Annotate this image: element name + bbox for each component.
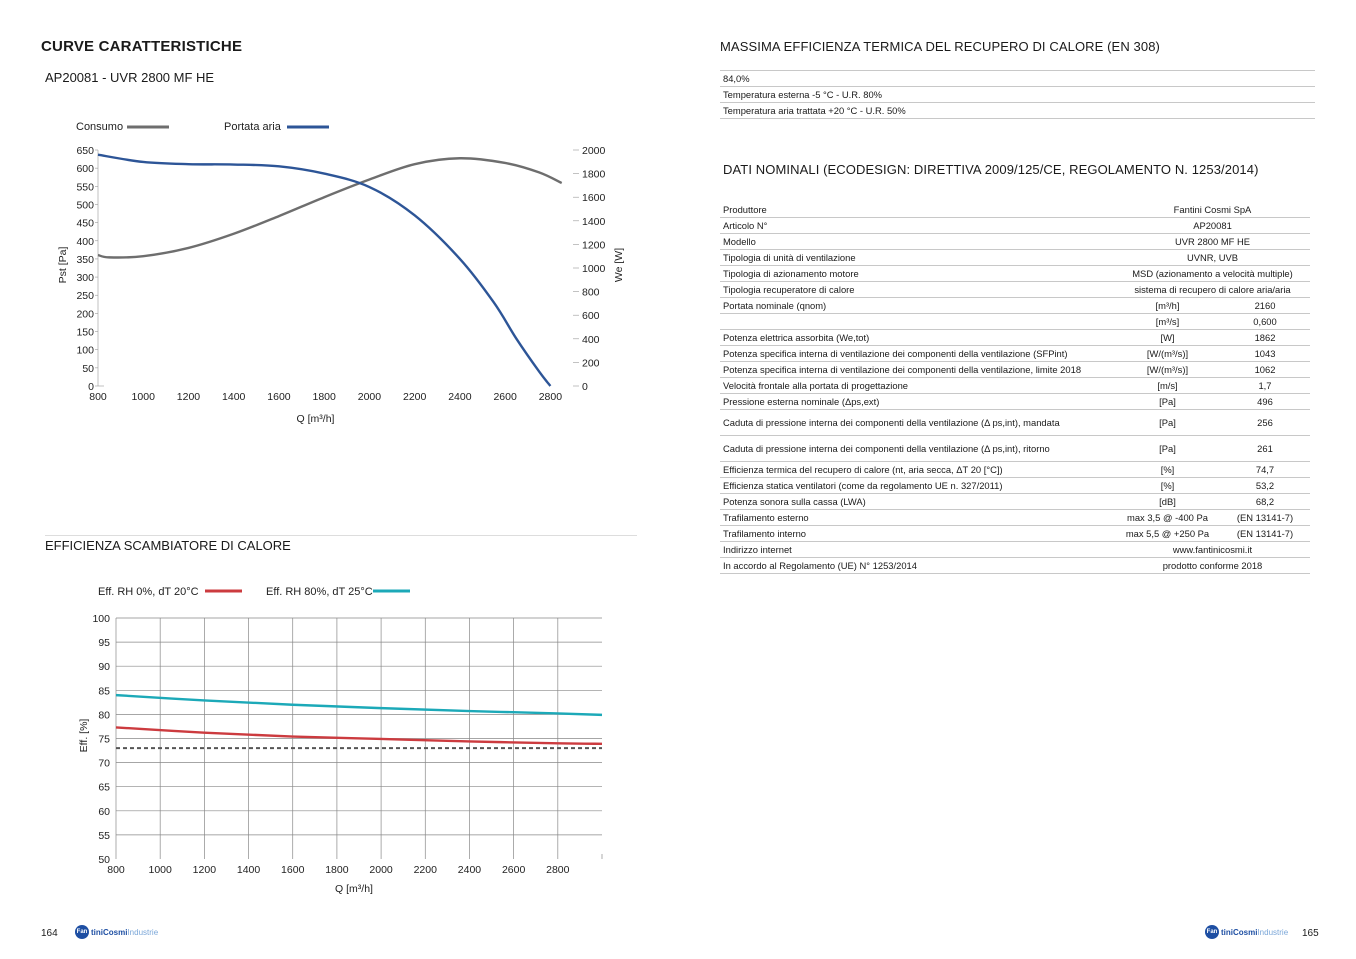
row-label: Efficienza termica del recupero di calore (nt, aria secca, ΔT 20 [°C]) [720, 462, 1115, 478]
x-axis-label: Q [m³/h] [335, 883, 373, 895]
row-label: In accordo al Regolamento (UE) N° 1253/2014 [720, 558, 1115, 574]
row-label: Potenza specifica interna di ventilazione dei componenti della ventilazione (SFPint) [720, 346, 1115, 362]
y-tick-label: 50 [82, 362, 94, 375]
row-value: 496 [1220, 394, 1310, 410]
x-tick-label: 2200 [402, 391, 427, 403]
row-value: Fantini Cosmi SpA [1115, 202, 1310, 218]
table-row [720, 298, 1310, 314]
nominal-data-table [720, 202, 1310, 574]
efficiency-row [720, 103, 1315, 119]
row-label: Trafilamento esterno [720, 510, 1115, 526]
legend-label: Consumo [76, 121, 124, 133]
table-row [720, 282, 1310, 298]
row-label: Articolo N° [720, 218, 1115, 234]
row-value: prodotto conforme 2018 [1115, 558, 1310, 574]
efficiency-cell: 84,0% [720, 71, 1315, 87]
y-tick-label-right: 400 [582, 333, 600, 346]
table-row [720, 250, 1310, 266]
row-unit: max 5,5 @ +250 Pa [1115, 526, 1220, 542]
row-value: UVR 2800 MF HE [1115, 234, 1310, 250]
x-tick-label: 2600 [501, 864, 526, 876]
row-label: Velocità frontale alla portata di progettazione [720, 378, 1115, 394]
row-unit: [%] [1115, 462, 1220, 478]
logo-text-industrie: Industrie [1257, 927, 1289, 937]
x-tick-label: 2800 [546, 864, 570, 876]
eff-rh0-curve [116, 727, 602, 743]
row-unit: [m/s] [1115, 378, 1220, 394]
logo-text-industrie: Industrie [127, 927, 159, 937]
table-row [720, 558, 1310, 574]
x-tick-label: 1400 [222, 391, 246, 403]
y-tick-label: 75 [98, 733, 110, 746]
row-value: (EN 13141-7) [1220, 510, 1310, 526]
section-title: EFFICIENZA SCAMBIATORE DI CALORE [45, 538, 291, 553]
y-tick-label: 500 [76, 199, 94, 212]
table-row [720, 410, 1310, 436]
table-row [720, 542, 1310, 558]
y-tick-label: 600 [76, 163, 94, 176]
y-tick-label: 400 [76, 235, 94, 248]
table-row [720, 478, 1310, 494]
row-unit: [W] [1115, 330, 1220, 346]
y-tick-label-right: 2000 [582, 145, 606, 157]
row-label: Trafilamento interno [720, 526, 1115, 542]
x-tick-label: 1800 [325, 864, 349, 876]
efficiency-chart [60, 575, 620, 900]
y-tick-label: 80 [98, 709, 110, 722]
y-tick-label: 450 [76, 217, 94, 230]
table-row [720, 362, 1310, 378]
row-label: Caduta di pressione interna dei componenti della ventilazione (Δ ps,int), mandata [720, 410, 1115, 436]
row-value: 1862 [1220, 330, 1310, 346]
row-value: (EN 13141-7) [1220, 526, 1310, 542]
x-tick-label: 800 [89, 391, 107, 403]
x-tick-label: 1600 [267, 391, 291, 403]
y-tick-label: 85 [98, 685, 110, 698]
row-unit: [W/(m³/s)] [1115, 346, 1220, 362]
y-tick-label: 100 [76, 344, 94, 357]
row-value: 1062 [1220, 362, 1310, 378]
row-label [720, 314, 1115, 330]
efficiency-table [720, 70, 1315, 119]
y-tick-label-right: 1200 [582, 239, 606, 252]
row-value: sistema di recupero di calore aria/aria [1115, 282, 1310, 298]
row-value: AP20081 [1115, 218, 1310, 234]
row-label: Produttore [720, 202, 1115, 218]
row-value: 1043 [1220, 346, 1310, 362]
x-tick-label: 2200 [413, 864, 437, 876]
brand-logo-right [1205, 925, 1288, 939]
row-label: Tipologia di unità di ventilazione [720, 250, 1115, 266]
efficiency-cell: Temperatura esterna -5 °C - U.R. 80% [720, 87, 1315, 103]
y-tick-label: 95 [98, 637, 110, 650]
x-tick-label: 1600 [281, 864, 305, 876]
y-tick-label-right: 200 [582, 357, 600, 370]
nominal-data-title: DATI NOMINALI (ECODESIGN: DIRETTIVA 2009/125/CE, REGOLAMENTO N. 1253/2014) [723, 162, 1259, 177]
efficiency-row [720, 87, 1315, 103]
legend-label: Eff. RH 0%, dT 20°C [98, 586, 199, 598]
x-tick-label: 1000 [148, 864, 172, 876]
row-value: UVNR, UVB [1115, 250, 1310, 266]
row-value: 74,7 [1220, 462, 1310, 478]
row-value: 256 [1220, 410, 1310, 436]
y-tick-label-right: 1600 [582, 192, 606, 205]
table-row [720, 218, 1310, 234]
y-axis-label: Pst [Pa] [57, 246, 69, 284]
eff-rh80-curve [116, 695, 602, 715]
x-tick-label: 1400 [236, 864, 261, 876]
row-label: Potenza specifica interna di ventilazione dei componenti della ventilazione, limite 2018 [720, 362, 1115, 378]
y-tick-label: 55 [98, 829, 110, 842]
efficiency-cell: Temperatura aria trattata +20 °C - U.R. 50% [720, 103, 1315, 119]
row-unit: [Pa] [1115, 394, 1220, 410]
row-unit: [Pa] [1115, 436, 1220, 462]
table-row [720, 266, 1310, 282]
row-label: Potenza sonora sulla cassa (LWA) [720, 494, 1115, 510]
portata-aria-curve [98, 155, 550, 386]
table-row [720, 436, 1310, 462]
row-unit: [m³/h] [1115, 298, 1220, 314]
row-label: Potenza elettrica assorbita (We,tot) [720, 330, 1115, 346]
y-tick-label-right: 0 [582, 381, 588, 393]
y-tick-label-right: 800 [582, 286, 600, 299]
x-tick-label: 1200 [192, 864, 217, 876]
row-unit: max 3,5 @ -400 Pa [1115, 510, 1220, 526]
row-label: Pressione esterna nominale (Δps,ext) [720, 394, 1115, 410]
logo-text: tiniCosmi [91, 927, 128, 937]
table-row [720, 526, 1310, 542]
page-title: CURVE CARATTERISTICHE [41, 38, 243, 55]
row-unit: [Pa] [1115, 410, 1220, 436]
row-unit: [m³/s] [1115, 314, 1220, 330]
x-tick-label: 2800 [538, 391, 563, 403]
table-row [720, 202, 1310, 218]
x-axis-label: Q [m³/h] [296, 413, 335, 425]
y-tick-label-right: 1800 [582, 168, 606, 181]
row-value: 68,2 [1220, 494, 1310, 510]
y-axis-label-right: We [W] [613, 247, 625, 283]
efficiency-title: MASSIMA EFFICIENZA TERMICA DEL RECUPERO DI CALORE (EN 308) [720, 39, 1160, 54]
page-number-right: 165 [1302, 928, 1319, 939]
section-divider [45, 535, 637, 536]
x-tick-label: 2400 [457, 864, 482, 876]
page-number-left: 164 [41, 928, 58, 939]
y-tick-label: 550 [76, 181, 94, 194]
row-unit: [W/(m³/s)] [1115, 362, 1220, 378]
efficiency-row [720, 71, 1315, 87]
y-tick-label: 200 [76, 308, 94, 321]
y-tick-label: 350 [76, 253, 94, 266]
logo-mark-icon: Fan [1205, 925, 1219, 939]
row-value: 2160 [1220, 298, 1310, 314]
table-row [720, 462, 1310, 478]
y-axis-label: Eff. [%] [78, 718, 90, 753]
row-label: Caduta di pressione interna dei componenti della ventilazione (Δ ps,int), ritorno [720, 436, 1115, 462]
row-label: Tipologia recuperatore di calore [720, 282, 1115, 298]
y-tick-label: 65 [98, 781, 110, 794]
logo-mark-icon: Fan [75, 925, 89, 939]
y-tick-label: 100 [92, 613, 110, 625]
table-row [720, 346, 1310, 362]
table-row [720, 494, 1310, 510]
row-value: 53,2 [1220, 478, 1310, 494]
x-tick-label: 1200 [176, 391, 201, 403]
table-row [720, 330, 1310, 346]
y-tick-label: 60 [98, 805, 110, 818]
y-tick-label: 90 [98, 661, 110, 674]
row-label: Efficienza statica ventilatori (come da regolamento UE n. 327/2011) [720, 478, 1115, 494]
consumo-curve [98, 158, 562, 257]
row-value: 1,7 [1220, 378, 1310, 394]
y-tick-label: 0 [88, 381, 94, 393]
x-tick-label: 2000 [369, 864, 393, 876]
x-tick-label: 2600 [493, 391, 517, 403]
y-tick-label: 300 [76, 272, 94, 285]
table-row [720, 510, 1310, 526]
y-tick-label: 250 [76, 290, 94, 303]
x-tick-label: 800 [107, 864, 125, 876]
row-label: Modello [720, 234, 1115, 250]
x-tick-label: 1800 [312, 391, 336, 403]
y-tick-label: 150 [76, 326, 94, 339]
row-label: Tipologia di azionamento motore [720, 266, 1115, 282]
legend-label: Eff. RH 80%, dT 25°C [266, 586, 373, 598]
table-row [720, 394, 1310, 410]
row-value: 0,600 [1220, 314, 1310, 330]
y-tick-label-right: 600 [582, 310, 600, 323]
logo-text: tiniCosmi [1221, 927, 1258, 937]
y-tick-label-right: 1000 [582, 263, 606, 275]
row-label: Portata nominale (qnom) [720, 298, 1115, 314]
y-tick-label: 50 [98, 854, 110, 866]
x-tick-label: 1000 [131, 391, 155, 403]
x-tick-label: 2000 [357, 391, 382, 403]
legend-label: Portata aria [224, 121, 281, 133]
table-row [720, 378, 1310, 394]
row-value: MSD (azionamento a velocità multiple) [1115, 266, 1310, 282]
table-row [720, 234, 1310, 250]
y-tick-label: 650 [76, 145, 94, 157]
y-tick-label: 70 [98, 757, 110, 770]
characteristic-curves-chart [40, 110, 650, 430]
chart-subtitle: AP20081 - UVR 2800 MF HE [45, 70, 215, 85]
row-label: Indirizzo internet [720, 542, 1115, 558]
row-value: 261 [1220, 436, 1310, 462]
brand-logo [75, 925, 158, 939]
row-unit: [dB] [1115, 494, 1220, 510]
row-unit: [%] [1115, 478, 1220, 494]
y-tick-label-right: 1400 [582, 215, 606, 228]
table-row [720, 314, 1310, 330]
row-value: www.fantinicosmi.it [1115, 542, 1310, 558]
x-tick-label: 2400 [448, 391, 472, 403]
